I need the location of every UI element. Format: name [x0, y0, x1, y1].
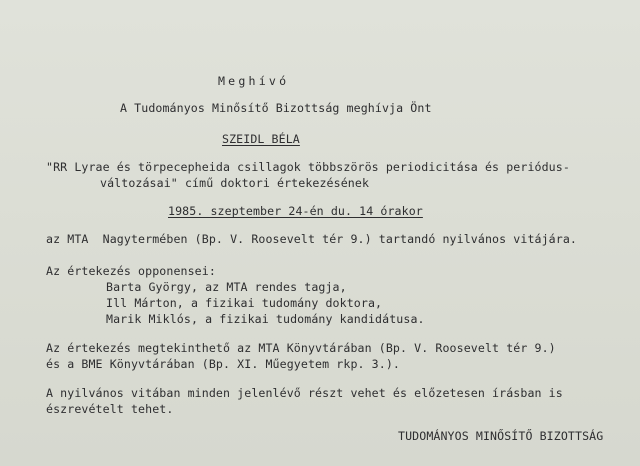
availability-line-2: és a BME Könyvtárában (Bp. XI. Műegyetem rkp. 3.). — [46, 357, 401, 371]
availability-line-1: Az értekezés megtekinthető az MTA Könyvtárában (Bp. V. Roosevelt tér 9.) — [46, 341, 556, 355]
opponent-2: Ill Márton, a fizikai tudomány doktora, — [106, 296, 383, 310]
candidate-name: SZEIDL BÉLA — [222, 132, 300, 146]
heading: Meghívó — [218, 74, 290, 88]
opponents-label: Az értekezés opponensei: — [46, 264, 216, 278]
defense-datetime: 1985. szeptember 24-én du. 14 órakor — [168, 204, 423, 218]
closing-line-2: észrevételt tehet. — [46, 402, 174, 416]
opponent-3: Marik Miklós, a fizikai tudomány kandidátusa. — [106, 312, 425, 326]
opponent-1: Barta György, az MTA rendes tagja, — [106, 280, 347, 294]
signature: TUDOMÁNYOS MINŐSÍTŐ BIZOTTSÁG — [398, 429, 604, 443]
thesis-title-line-1: "RR Lyrae és törpecepheida csillagok többszörös periodicitása és periódus- — [46, 160, 570, 174]
intro-line: A Tudományos Minősítő Bizottság meghívja Önt — [120, 101, 432, 115]
thesis-title-line-2: változásai" című doktori értekezésének — [100, 176, 370, 190]
venue-line: az MTA Nagytermében (Bp. V. Roosevelt tér 9.) tartandó nyilvános vitájára. — [46, 232, 578, 246]
closing-line-1: A nyilvános vitában minden jelenlévő részt vehet és előzetesen írásban is — [46, 386, 563, 400]
